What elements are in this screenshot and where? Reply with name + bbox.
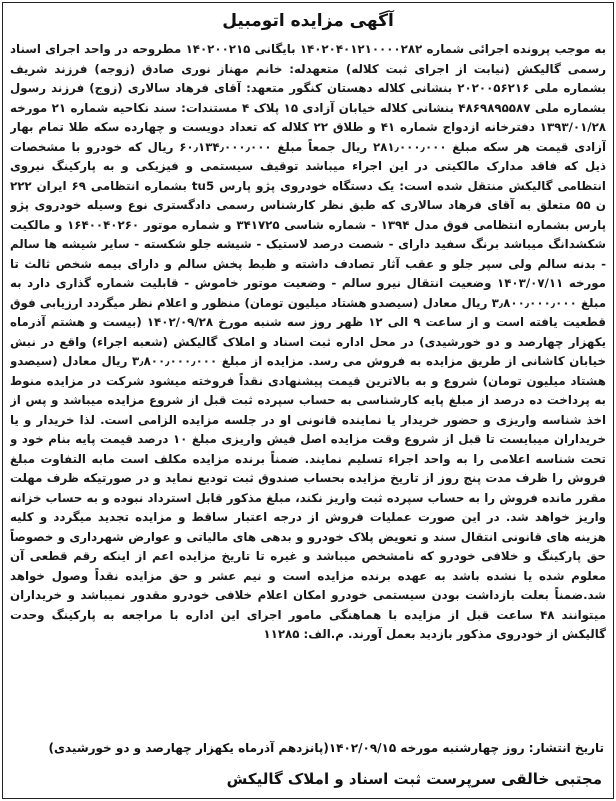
- signature-line: مجتبی خالقی سرپرست ثبت اسناد و املاک گالیکش: [226, 770, 602, 788]
- publication-date: تاریخ انتشار: روز چهارشنبه مورخه ۱۴۰۲/۰۹/۱۵(پانزدهم آذرماه یکهزار چهارصد و دو خورشیدی): [48, 741, 604, 755]
- notice-body: به موجب پرونده اجرائی شماره ۱۴۰۲۰۴۰۱۲۱۰۰۰۰۲۸۲ بایگانی ۱۴۰۲۰۰۲۱۵ مطروحه در واحد اجرای اسناد رسمی گالیکش (نیابت از اجرای ثبت کلاله) متعهدله: خانم مهناز نوری صادق (زوجه) فرزند شریف بشماره ملی ۲۰۲۰۰۵۶۲۱۶ بنشانی کلاله دهستان کنگور متعهد: آقای فرهاد سالاری (زوج) فرزند رسول بشماره ملی ۴۸۶۹۸۹۵۵۸۷ بنشانی کلاله خیابان آزادی ۱۵ پلاک ۴ مستندات: سند نکاحیه شماره ۲۱ مورخه ۱۳۹۳/۰۱/۲۸ دفترخانه ازدواج شماره ۴۱ و طلاق ۲۲ کلاله که تعداد دویست و چهارده سکه طلا تمام بهار آزادی قیمت هر سکه مبلغ ۲۸۱٫۰۰۰٫۰۰۰ ریال جمعاً مبلغ ۶۰٫۱۳۴٫۰۰۰٫۰۰۰ ریال که خودرو با مشخصات ذیل که فاقد مدارک مالکیتی در این اجراء میباشد توقیف سیستمی و فیزیکی و به پارکینگ نیروی انتظامی گالیکش منتقل شده است: یک دستگاه خودروی پژو پارس tu5 بشماره انتظامی ۶۹ ایران ۲۲۲ ن ۵۵ متعلق به آقای فرهاد سالاری که طبق نظر کارشناس رسمی دادگستری نوع وسیله خودروی پژو پارس بشماره انتظامی فوق مدل ۱۳۹۴ - شماره شاسی ۳۴۱۷۲۵ و شماره موتور ۱۶۴۰۰۴۰۲۶۰ و مالکیت شکشدانگ میباشد برنگ سفید دارای - شصت درصد لاستیک - شیشه جلو شکسته - سایر شیشه ها سالم - بدنه سالم ولی سپر جلو و عقب آثار تصادف داشته و ظبط پخش سالم و دارای بیمه شخص ثالث تا مورخه ۱۴۰۳/۰۷/۱۱ وضعیت انتقال نیرو سالم - وضعیت موتور خاموش - قابلیت شماره گذاری دارد به مبلغ ۳٫۸۰۰٫۰۰۰٫۰۰۰ ریال معادل (سیصدو هشتاد میلیون تومان) منظور و اعلام نظر میگردد ارزیابی فوق قطعیت یافته است و از ساعت ۹ الی ۱۲ ظهر روز سه شنبه مورخ ۱۴۰۲/۰۹/۲۸ (بیست و هشتم آذرماه یکهزار چهارصد و دو خورشیدی) در محل اداره ثبت اسناد و املاک گالیکش (شعبه اجراء) واقع در نبش خیابان کاشانی از طریق مزایده به فروش می رسد. مزایده از مبلغ ۳٫۸۰۰٫۰۰۰٫۰۰۰ ریال معادل (سیصدو هشتاد میلیون تومان) شروع و به بالاترین قیمت پیشنهادی نقداً فروخته میشود شرکت در مزایده منوط به پرداخت ده درصد از مبلغ پایه کارشناسی به حساب سپرده ثبت قبل از شروع مزایده میباشد و پس از اخذ شناسه واریزی و حضور خریدار یا نماینده قانونی او در جلسه مزایده الزامی است. لذا خریدار و یا خریداران میبایست تا قبل از شروع وقت مزایده اصل فیش واریزی مبلغ ۱۰ درصد قیمت پایه بنام خود و تحت شناسه اعلامی را به واحد اجراء تسلیم نمایند. ضمناً برنده مزایده مکلف است مابه التفاوت مبلغ فروش را ظرف مدت پنج روز از تاریخ مزایده بحساب صندوق ثبت تودیع نماید و در صورتیکه ظرف مهلت مقرر مانده فروش را به حساب سپرده ثبت واریز نکند، مبلغ مذکور قابل استرداد نبوده و به حساب خزانه واریز خواهد شد. در این صورت عملیات فروش از درجه اعتبار ساقط و مزایده تجدید میگردد و کلیه هزینه های قانونی انتقال سند و تعویض پلاک خودرو و بدهی های مالیاتی و عوارض شهرداری و خصوصاً حق پارکینگ و خلافی خودرو که نامشخص میباشد و غیره تا تاریخ مزایده اعم از اینکه رقم قطعی آن معلوم شده یا نشده باشد به عهده برنده مزایده است و نیم عشر و حق مزایده نقداً وصول خواهد شد.ضمناً بعلت بازداشت بودن سیستمی خودرو امکان اعلام خلافی خودرو مقدور نمیباشد و خریداران میتوانند ۴۸ ساعت قبل از مزایده با هماهنگی مامور اجرای این اداره با مراجعه به پارکینگ وحدت گالیکش از خودروی مذکور بازدید بعمل آورند. م.الف: ۱۱۲۸۵: [10, 42, 606, 641]
- notice-title: آگهی مزایده اتومبیل: [222, 11, 394, 31]
